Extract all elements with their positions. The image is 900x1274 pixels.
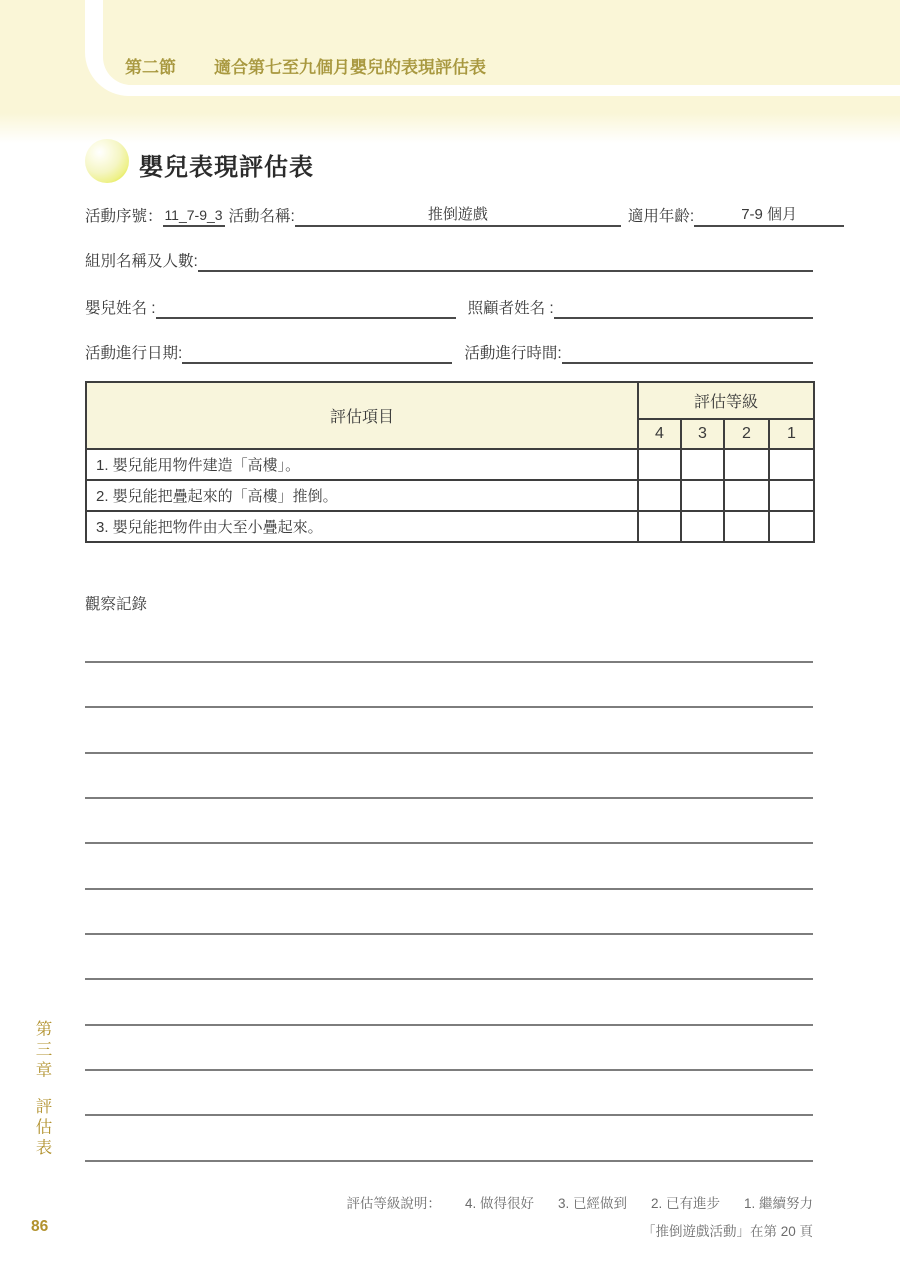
ruled-line bbox=[85, 1160, 813, 1162]
form-row-group bbox=[85, 249, 813, 272]
table-row bbox=[86, 480, 814, 511]
rating-legend bbox=[346, 1192, 813, 1212]
ruled-line bbox=[85, 706, 813, 708]
ruled-line bbox=[85, 797, 813, 799]
score-cell bbox=[681, 511, 724, 542]
legend-item: 4. 做得很好 bbox=[464, 1196, 534, 1211]
observation-label: 觀察記錄 bbox=[85, 596, 148, 613]
time-label: 活動進行時間: bbox=[464, 345, 562, 362]
rating-column-header: 評估等級 bbox=[638, 382, 814, 419]
serial-field: 11_7-9_3 bbox=[163, 207, 225, 227]
score-cell bbox=[724, 511, 769, 542]
ruled-line bbox=[85, 978, 813, 980]
form-row-names bbox=[85, 296, 813, 319]
page-number: 86 bbox=[31, 1218, 49, 1235]
page-title: 嬰兒表現評估表 bbox=[139, 154, 314, 181]
ruled-line bbox=[85, 1069, 813, 1071]
ruled-line bbox=[85, 661, 813, 663]
assessment-item-1: 1. 嬰兒能用物件建造「高樓」。 bbox=[86, 449, 638, 480]
score-cell bbox=[681, 480, 724, 511]
date-label: 活動進行日期: bbox=[85, 345, 183, 362]
assessment-item-2: 2. 嬰兒能把疊起來的「高樓」推倒。 bbox=[86, 480, 638, 511]
score-cell bbox=[638, 511, 681, 542]
infant-name-field bbox=[156, 299, 456, 319]
score-cell bbox=[769, 511, 814, 542]
infant-name-label: 嬰兒姓名 : bbox=[85, 300, 156, 317]
section-title: 適合第七至九個月嬰兒的表現評估表 bbox=[214, 58, 486, 77]
ruled-line bbox=[85, 1024, 813, 1026]
score-cell bbox=[724, 480, 769, 511]
header-band-fade bbox=[0, 113, 900, 143]
chapter-tab bbox=[30, 1020, 54, 1159]
score-cell bbox=[724, 449, 769, 480]
section-header bbox=[125, 53, 486, 78]
form-row-activity bbox=[85, 203, 813, 227]
section-number: 第二節 bbox=[125, 58, 176, 77]
legend-item: 2. 已有進步 bbox=[650, 1196, 720, 1211]
form-row-datetime bbox=[85, 341, 813, 364]
item-column-header: 評估項目 bbox=[86, 382, 638, 449]
score-cell bbox=[638, 449, 681, 480]
ruled-line bbox=[85, 933, 813, 935]
legend-item: 3. 已經做到 bbox=[557, 1196, 627, 1211]
table-row bbox=[86, 449, 814, 480]
activity-page-reference: 「推倒遊戲活動」在第 20 頁 bbox=[641, 1224, 813, 1239]
time-field bbox=[562, 344, 813, 364]
assessment-table bbox=[85, 381, 815, 543]
chapter-section-label: 評估表 bbox=[33, 1097, 51, 1159]
ruled-line bbox=[85, 842, 813, 844]
caregiver-name-field bbox=[554, 299, 813, 319]
age-field: 7-9 個月 bbox=[694, 203, 844, 227]
legend-item: 1. 繼續努力 bbox=[743, 1196, 813, 1211]
ruled-line bbox=[85, 1114, 813, 1116]
rating-level-4: 4 bbox=[638, 419, 681, 449]
age-label: 適用年齡: bbox=[627, 208, 695, 225]
score-cell bbox=[638, 480, 681, 511]
score-cell bbox=[769, 449, 814, 480]
date-field bbox=[182, 344, 452, 364]
score-cell bbox=[681, 449, 724, 480]
rating-level-3: 3 bbox=[681, 419, 724, 449]
rating-level-1: 1 bbox=[769, 419, 814, 449]
ruled-line bbox=[85, 888, 813, 890]
table-row bbox=[86, 511, 814, 542]
ruled-line bbox=[85, 752, 813, 754]
caregiver-name-label: 照顧者姓名 : bbox=[467, 300, 554, 317]
ball-icon bbox=[85, 139, 129, 183]
legend-label: 評估等級說明： bbox=[346, 1196, 441, 1211]
rating-level-2: 2 bbox=[724, 419, 769, 449]
score-cell bbox=[769, 480, 814, 511]
chapter-label: 第三章 bbox=[33, 1020, 51, 1082]
group-label: 組別名稱及人數: bbox=[85, 253, 198, 270]
activity-name-label: 活動名稱: bbox=[228, 208, 295, 225]
assessment-item-3: 3. 嬰兒能把物件由大至小疊起來。 bbox=[86, 511, 638, 542]
activity-name-field: 推倒遊戲 bbox=[295, 203, 621, 227]
serial-label: 活動序號： bbox=[85, 208, 163, 225]
group-field bbox=[198, 252, 813, 272]
